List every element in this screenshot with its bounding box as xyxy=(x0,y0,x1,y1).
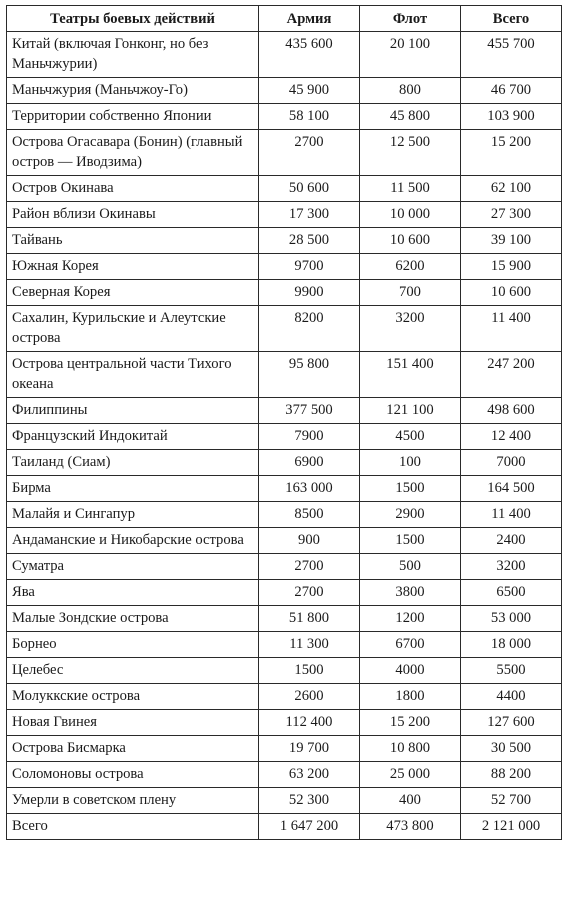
army-cell: 1 647 200 xyxy=(259,814,360,840)
total-cell: 62 100 xyxy=(461,176,562,202)
army-cell: 19 700 xyxy=(259,736,360,762)
table-row xyxy=(7,176,562,202)
army-cell: 52 300 xyxy=(259,788,360,814)
navy-cell: 4000 xyxy=(360,658,461,684)
table-row xyxy=(7,78,562,104)
total-cell: 15 200 xyxy=(461,130,562,176)
total-cell: 12 400 xyxy=(461,424,562,450)
table-row xyxy=(7,32,562,78)
total-cell: 53 000 xyxy=(461,606,562,632)
table-row xyxy=(7,424,562,450)
total-cell: 498 600 xyxy=(461,398,562,424)
total-cell: 18 000 xyxy=(461,632,562,658)
army-cell: 8500 xyxy=(259,502,360,528)
navy-cell: 3800 xyxy=(360,580,461,606)
table-row xyxy=(7,130,562,176)
theater-cell: Новая Гвинея xyxy=(7,710,259,736)
theater-cell: Маньчжурия (Маньчжоу-Го) xyxy=(7,78,259,104)
army-cell: 11 300 xyxy=(259,632,360,658)
table-row xyxy=(7,554,562,580)
total-cell: 247 200 xyxy=(461,352,562,398)
table-row xyxy=(7,280,562,306)
navy-cell: 121 100 xyxy=(360,398,461,424)
army-cell: 58 100 xyxy=(259,104,360,130)
army-cell: 9700 xyxy=(259,254,360,280)
table-row xyxy=(7,254,562,280)
theater-cell: Район вблизи Окинавы xyxy=(7,202,259,228)
table-row xyxy=(7,476,562,502)
table-row xyxy=(7,684,562,710)
army-cell: 9900 xyxy=(259,280,360,306)
total-cell: 30 500 xyxy=(461,736,562,762)
theater-cell: Соломоновы острова xyxy=(7,762,259,788)
theater-cell: Французский Индокитай xyxy=(7,424,259,450)
army-cell: 2700 xyxy=(259,580,360,606)
total-cell: 2 121 000 xyxy=(461,814,562,840)
total-cell: 11 400 xyxy=(461,502,562,528)
navy-cell: 10 000 xyxy=(360,202,461,228)
army-cell: 95 800 xyxy=(259,352,360,398)
army-cell: 2700 xyxy=(259,130,360,176)
navy-cell: 4500 xyxy=(360,424,461,450)
theater-cell: Южная Корея xyxy=(7,254,259,280)
navy-cell: 151 400 xyxy=(360,352,461,398)
table-row xyxy=(7,788,562,814)
theater-cell: Тайвань xyxy=(7,228,259,254)
table-body xyxy=(7,32,562,840)
army-cell: 2600 xyxy=(259,684,360,710)
table-row xyxy=(7,658,562,684)
table-row xyxy=(7,632,562,658)
navy-cell: 1800 xyxy=(360,684,461,710)
navy-cell: 6700 xyxy=(360,632,461,658)
theater-cell: Всего xyxy=(7,814,259,840)
header-total: Всего xyxy=(461,6,562,32)
theater-cell: Бирма xyxy=(7,476,259,502)
navy-cell: 2900 xyxy=(360,502,461,528)
navy-cell: 45 800 xyxy=(360,104,461,130)
theater-cell: Суматра xyxy=(7,554,259,580)
header-theater: Театры боевых действий xyxy=(7,6,259,32)
navy-cell: 1500 xyxy=(360,528,461,554)
theater-cell: Остров Окинава xyxy=(7,176,259,202)
army-cell: 2700 xyxy=(259,554,360,580)
table-row xyxy=(7,762,562,788)
theater-cell: Северная Корея xyxy=(7,280,259,306)
theater-cell: Острова Огасавара (Бонин) (главный остров — Иводзима) xyxy=(7,130,259,176)
theater-cell: Таиланд (Сиам) xyxy=(7,450,259,476)
table-row xyxy=(7,104,562,130)
theater-cell: Территории собственно Японии xyxy=(7,104,259,130)
table-row xyxy=(7,502,562,528)
army-cell: 377 500 xyxy=(259,398,360,424)
army-cell: 17 300 xyxy=(259,202,360,228)
total-cell: 6500 xyxy=(461,580,562,606)
army-cell: 8200 xyxy=(259,306,360,352)
army-cell: 6900 xyxy=(259,450,360,476)
navy-cell: 10 800 xyxy=(360,736,461,762)
navy-cell: 400 xyxy=(360,788,461,814)
header-row xyxy=(7,6,562,32)
navy-cell: 10 600 xyxy=(360,228,461,254)
total-cell: 7000 xyxy=(461,450,562,476)
army-cell: 900 xyxy=(259,528,360,554)
theater-cell: Малайя и Сингапур xyxy=(7,502,259,528)
theater-cell: Филиппины xyxy=(7,398,259,424)
header-army: Армия xyxy=(259,6,360,32)
total-cell: 11 400 xyxy=(461,306,562,352)
theater-cell: Ява xyxy=(7,580,259,606)
navy-cell: 20 100 xyxy=(360,32,461,78)
total-cell: 15 900 xyxy=(461,254,562,280)
army-cell: 435 600 xyxy=(259,32,360,78)
total-cell: 39 100 xyxy=(461,228,562,254)
army-cell: 63 200 xyxy=(259,762,360,788)
table-row xyxy=(7,606,562,632)
table-row xyxy=(7,736,562,762)
total-cell: 2400 xyxy=(461,528,562,554)
navy-cell: 700 xyxy=(360,280,461,306)
army-cell: 1500 xyxy=(259,658,360,684)
navy-cell: 800 xyxy=(360,78,461,104)
table-row xyxy=(7,306,562,352)
navy-cell: 473 800 xyxy=(360,814,461,840)
table-row xyxy=(7,580,562,606)
table-row xyxy=(7,814,562,840)
navy-cell: 500 xyxy=(360,554,461,580)
theater-cell: Китай (включая Гонконг, но без Маньчжурии) xyxy=(7,32,259,78)
total-cell: 127 600 xyxy=(461,710,562,736)
table-row xyxy=(7,352,562,398)
theater-cell: Сахалин, Курильские и Алеутские острова xyxy=(7,306,259,352)
theater-cell: Молуккские острова xyxy=(7,684,259,710)
table-row xyxy=(7,228,562,254)
total-cell: 5500 xyxy=(461,658,562,684)
navy-cell: 12 500 xyxy=(360,130,461,176)
navy-cell: 3200 xyxy=(360,306,461,352)
total-cell: 10 600 xyxy=(461,280,562,306)
theater-cell: Целебес xyxy=(7,658,259,684)
theater-cell: Малые Зондские острова xyxy=(7,606,259,632)
army-cell: 28 500 xyxy=(259,228,360,254)
table-row xyxy=(7,202,562,228)
army-cell: 51 800 xyxy=(259,606,360,632)
theater-cell: Умерли в советском плену xyxy=(7,788,259,814)
total-cell: 4400 xyxy=(461,684,562,710)
total-cell: 88 200 xyxy=(461,762,562,788)
casualties-table xyxy=(6,5,562,840)
navy-cell: 1500 xyxy=(360,476,461,502)
army-cell: 163 000 xyxy=(259,476,360,502)
table-row xyxy=(7,398,562,424)
table-row xyxy=(7,528,562,554)
total-cell: 164 500 xyxy=(461,476,562,502)
total-cell: 455 700 xyxy=(461,32,562,78)
navy-cell: 15 200 xyxy=(360,710,461,736)
navy-cell: 11 500 xyxy=(360,176,461,202)
navy-cell: 25 000 xyxy=(360,762,461,788)
table-row xyxy=(7,710,562,736)
army-cell: 112 400 xyxy=(259,710,360,736)
theater-cell: Борнео xyxy=(7,632,259,658)
total-cell: 27 300 xyxy=(461,202,562,228)
navy-cell: 100 xyxy=(360,450,461,476)
theater-cell: Острова Бисмарка xyxy=(7,736,259,762)
total-cell: 103 900 xyxy=(461,104,562,130)
table-row xyxy=(7,450,562,476)
theater-cell: Острова центральной части Тихого океана xyxy=(7,352,259,398)
army-cell: 50 600 xyxy=(259,176,360,202)
total-cell: 3200 xyxy=(461,554,562,580)
header-navy: Флот xyxy=(360,6,461,32)
theater-cell: Андаманские и Никобарские острова xyxy=(7,528,259,554)
army-cell: 7900 xyxy=(259,424,360,450)
navy-cell: 1200 xyxy=(360,606,461,632)
army-cell: 45 900 xyxy=(259,78,360,104)
navy-cell: 6200 xyxy=(360,254,461,280)
total-cell: 52 700 xyxy=(461,788,562,814)
total-cell: 46 700 xyxy=(461,78,562,104)
